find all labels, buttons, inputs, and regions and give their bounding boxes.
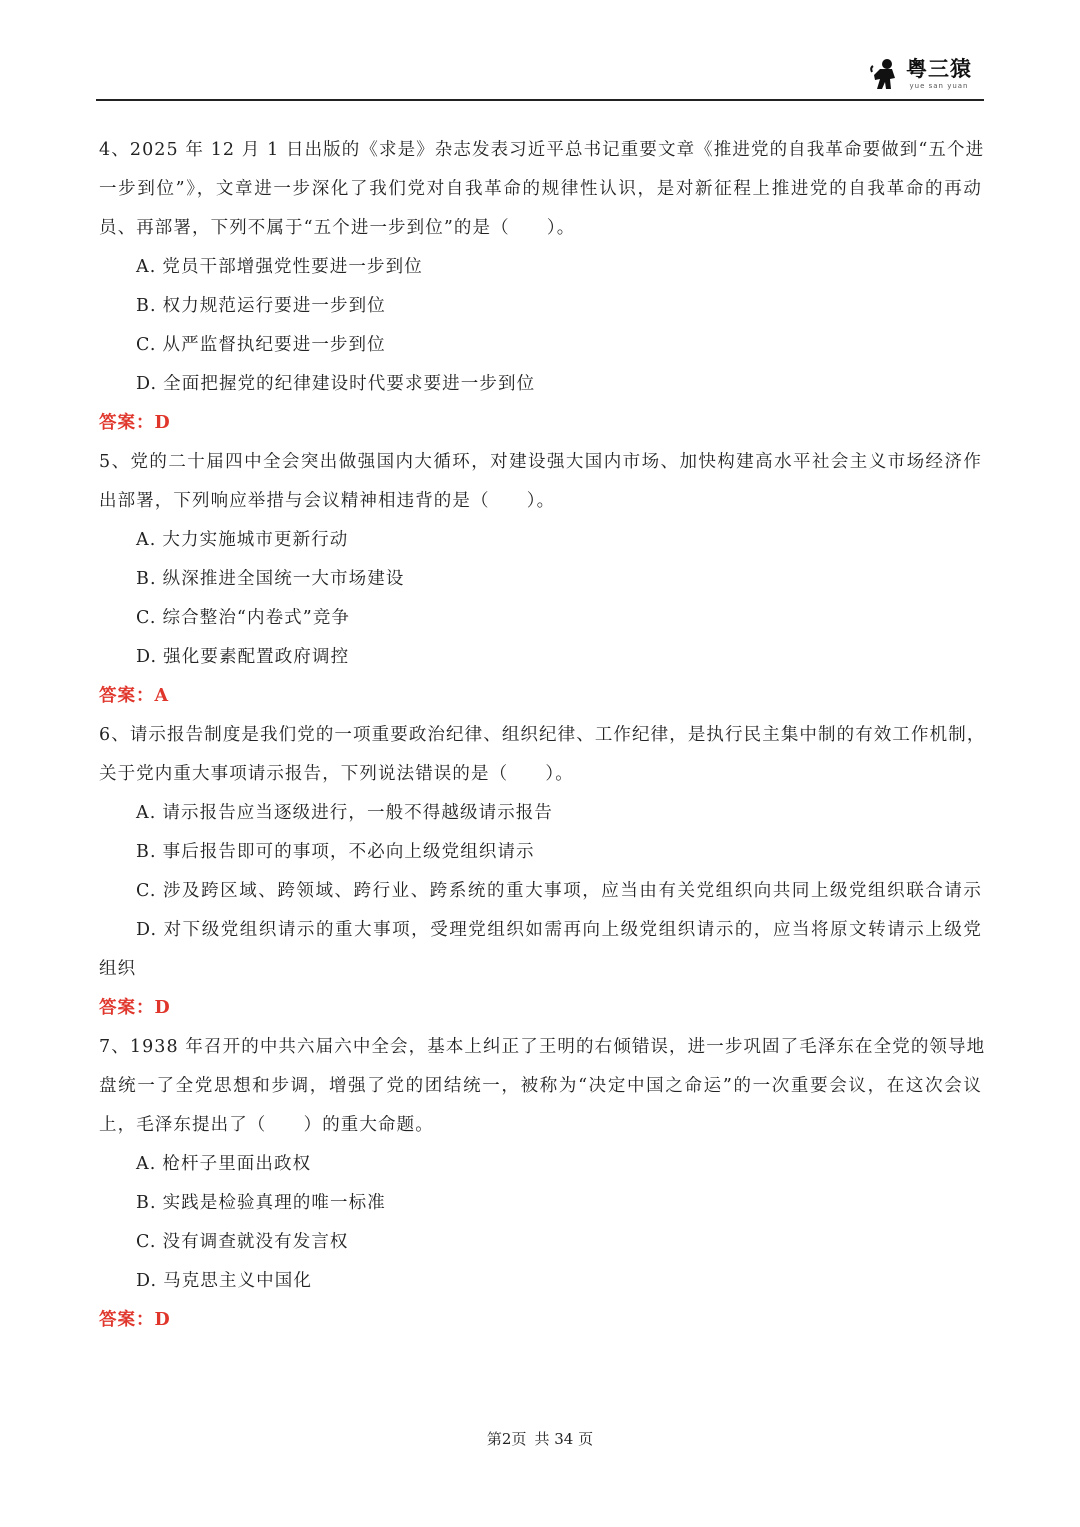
question-stem-line: 盘统一了全党思想和步调，增强了党的团结统一，被称为“决定中国之命运”的一次重要会议，在这次会议 <box>99 1076 982 1096</box>
option-b: B. 纵深推进全国统一大市场建设 <box>136 569 405 589</box>
option-c: C. 没有调查就没有发言权 <box>136 1232 349 1252</box>
option-a: A. 枪杆子里面出政权 <box>136 1154 312 1174</box>
answer-label: 答案：A <box>99 686 170 706</box>
option-d: D. 马克思主义中国化 <box>136 1271 312 1291</box>
option-c: C. 从严监督执纪要进一步到位 <box>136 335 386 355</box>
question-5 <box>99 443 982 716</box>
question-stem-line: 员、再部署，下列不属于“五个进一步到位”的是（ ）。 <box>99 218 576 238</box>
question-6 <box>99 716 986 1028</box>
question-stem-line: 6、请示报告制度是我们党的一项重要政治纪律、组织纪律、工作纪律，是执行民主集中制的有效工作机制， <box>99 725 986 745</box>
answer-label: 答案：D <box>99 413 171 433</box>
option-b: B. 权力规范运行要进一步到位 <box>136 296 386 316</box>
header-divider <box>96 99 984 101</box>
question-stem-line: 7、1938 年召开的中共六届六中全会，基本上纠正了王明的右倾错误，进一步巩固了毛泽东在全党的领导地 <box>99 1037 986 1057</box>
question-7 <box>99 1028 986 1340</box>
option-d: D. 强化要素配置政府调控 <box>136 647 350 667</box>
question-stem-line: 5、党的二十届四中全会突出做强国内大循环，对建设强大国内市场、加快构建高水平社会主义市场经济作 <box>99 452 982 472</box>
answer-label: 答案：D <box>99 998 171 1018</box>
question-stem-line: 上，毛泽东提出了（ ）的重大命题。 <box>99 1115 434 1135</box>
header-logo <box>870 58 972 90</box>
logo-chinese-text: 粤三猿 <box>906 56 972 81</box>
question-stem-line: 一步到位”》，文章进一步深化了我们党对自我革命的规律性认识，是对新征程上推进党的自我革命的再动 <box>99 179 982 199</box>
option-d: D. 对下级党组织请示的重大事项，受理党组织如需再向上级党组织请示的，应当将原文转请示上级党 <box>136 920 982 940</box>
option-a: A. 大力实施城市更新行动 <box>136 530 349 550</box>
option-b: B. 事后报告即可的事项，不必向上级党组织请示 <box>136 842 535 862</box>
question-4 <box>99 131 985 443</box>
page-number: 第2页 <box>486 1430 527 1448</box>
monkey-logo-icon <box>870 58 900 90</box>
question-stem-line: 关于党内重大事项请示报告，下列说法错误的是（ ）。 <box>99 764 574 784</box>
question-stem-line: 出部署，下列响应举措与会议精神相违背的是（ ）。 <box>99 491 556 511</box>
page-total: 共 34 页 <box>534 1430 594 1448</box>
answer-label: 答案：D <box>99 1310 171 1330</box>
logo-pinyin-text: yue san yuan <box>909 81 969 90</box>
option-a: A. 请示报告应当逐级进行，一般不得越级请示报告 <box>136 803 554 823</box>
question-stem-line: 4、2025 年 12 月 1 日出版的《求是》杂志发表习近平总书记重要文章《推进党的自我革命要做到“五个进 <box>99 140 985 160</box>
option-d-continuation: 组织 <box>99 959 137 979</box>
page-footer <box>0 1428 1080 1449</box>
option-d: D. 全面把握党的纪律建设时代要求要进一步到位 <box>136 374 536 394</box>
option-b: B. 实践是检验真理的唯一标准 <box>136 1193 386 1213</box>
option-a: A. 党员干部增强党性要进一步到位 <box>136 257 423 277</box>
option-c: C. 综合整治“内卷式”竞争 <box>136 608 351 628</box>
question-list <box>99 131 986 1340</box>
option-c: C. 涉及跨区域、跨领域、跨行业、跨系统的重大事项，应当由有关党组织向共同上级党组织联合请示 <box>136 881 982 901</box>
